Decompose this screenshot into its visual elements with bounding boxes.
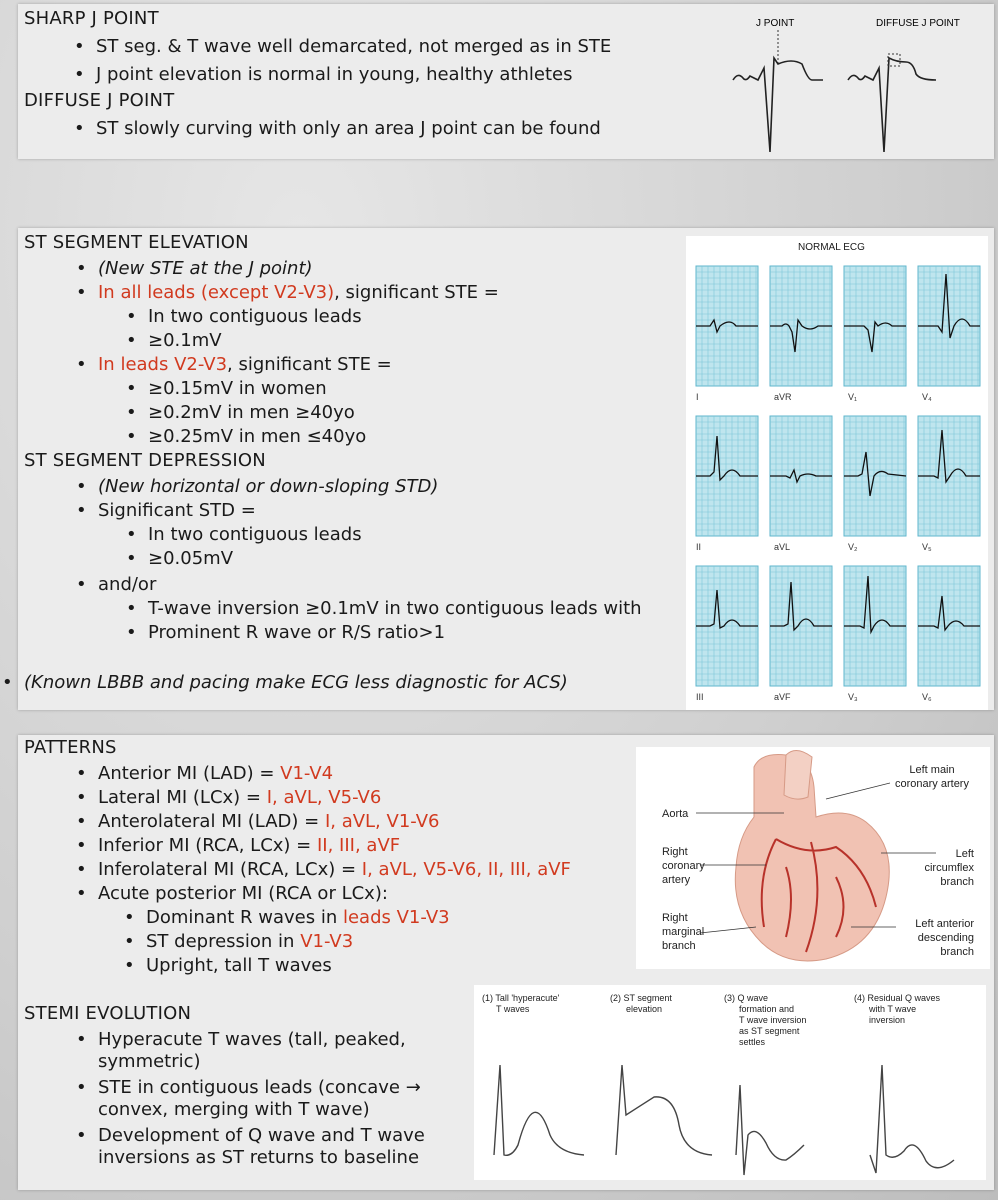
ecg-lead-V₅: [918, 416, 980, 536]
svg-text:(4) Residual Q waves: (4) Residual Q waves: [854, 993, 941, 1003]
svg-text:Left main: Left main: [909, 764, 955, 776]
svg-text:Left: Left: [955, 848, 974, 860]
st-elevation-depression-panel: [18, 228, 994, 710]
stemi-evolution-heading: STEMI EVOLUTION: [24, 1003, 192, 1024]
bullet: • In leads V2-V3, significant STE =: [98, 354, 392, 375]
ecg-lead-label: II: [696, 542, 702, 552]
sub-bullet: • Prominent R wave or R/S ratio>1: [148, 622, 445, 643]
ste-heading: ST SEGMENT ELEVATION: [24, 232, 249, 253]
coronary-heart-figure: [636, 747, 990, 969]
svg-text:descending: descending: [917, 932, 974, 944]
pattern-item: • Anterolateral MI (LAD) = I, aVL, V1-V6: [98, 811, 439, 832]
sub-bullet: • T-wave inversion ≥0.1mV in two contiguous leads with: [148, 598, 642, 619]
bullet: • ST seg. & T wave well demarcated, not merged as in STE: [96, 36, 611, 57]
svg-text:circumflex: circumflex: [924, 862, 974, 874]
svg-text:settles: settles: [739, 1037, 766, 1047]
sub-bullet: • ≥0.1mV: [148, 330, 222, 351]
sub-bullet: • In two contiguous leads: [148, 524, 362, 545]
ecg-lead-label: V₁: [848, 392, 858, 402]
evolution-item-cont: inversions as ST returns to baseline: [98, 1147, 420, 1168]
pattern-item: • Lateral MI (LCx) = I, aVL, V5-V6: [98, 787, 381, 808]
ecg-lead-III: [696, 566, 758, 686]
svg-text:Right: Right: [662, 912, 688, 924]
ecg-lead-label: aVF: [774, 692, 791, 702]
svg-text:T wave inversion: T wave inversion: [739, 1015, 807, 1025]
ecg-lead-label: aVR: [774, 392, 792, 402]
pattern-item: • Inferior MI (RCA, LCx) = II, III, aVF: [98, 835, 400, 856]
lbbb-note: • (Known LBBB and pacing make ECG less diagnostic for ACS): [24, 672, 568, 693]
svg-text:as ST segment: as ST segment: [739, 1026, 800, 1036]
svg-text:branch: branch: [940, 876, 974, 888]
ecg-lead-label: V₃: [848, 692, 858, 702]
patterns-heading: PATTERNS: [24, 737, 117, 758]
svg-text:Right: Right: [662, 846, 688, 858]
ecg-lead-V₄: [918, 266, 980, 386]
sub-bullet: • In two contiguous leads: [148, 306, 362, 327]
svg-text:Left anterior: Left anterior: [915, 918, 974, 930]
ecg-lead-I: [696, 266, 758, 386]
heart-illustration: [636, 747, 990, 969]
ecg-lead-V₁: [844, 266, 906, 386]
pattern-item: • Acute posterior MI (RCA or LCx):: [98, 883, 388, 904]
bullet: • J point elevation is normal in young, healthy athletes: [96, 64, 573, 85]
evolution-item-cont: convex, merging with T wave): [98, 1099, 370, 1120]
svg-text:(1) Tall 'hyperacute': (1) Tall 'hyperacute': [482, 993, 560, 1003]
bullet: • (New horizontal or down-sloping STD): [98, 476, 438, 497]
svg-text:(3) Q wave: (3) Q wave: [724, 993, 769, 1003]
evolution-item: • Development of Q wave and T wave: [98, 1125, 425, 1146]
evolution-item: • Hyperacute T waves (tall, peaked,: [98, 1029, 406, 1050]
evolution-item: • STE in contiguous leads (concave →: [98, 1077, 421, 1098]
sharp-j-point-heading: SHARP J POINT: [24, 8, 159, 29]
svg-text:branch: branch: [662, 940, 696, 952]
evolution-waveforms: [474, 985, 986, 1180]
diffuse-j-point-label: DIFFUSE J POINT: [876, 18, 960, 29]
wave-hyperacute: [494, 1065, 584, 1155]
ecg-lead-label: aVL: [774, 542, 791, 552]
sub-bullet: • ≥0.15mV in women: [148, 378, 327, 399]
patterns-panel: [18, 735, 994, 1190]
svg-text:marginal: marginal: [662, 926, 705, 938]
wave-st-elevation: [616, 1065, 712, 1155]
ecg-lead-V₂: [844, 416, 906, 536]
pattern-item: • Inferolateral MI (RCA, LCx) = I, aVL, V5-V6, II, III, aVF: [98, 859, 571, 880]
svg-text:branch: branch: [940, 946, 974, 958]
svg-text:inversion: inversion: [869, 1015, 906, 1025]
evolution-item-cont: symmetric): [98, 1051, 201, 1072]
pattern-sub-item: • Dominant R waves in leads V1-V3: [146, 907, 450, 928]
normal-ecg-figure: [686, 236, 988, 710]
stemi-evolution-figure: [474, 985, 986, 1180]
ecg-lead-grid: [686, 236, 988, 710]
pattern-sub-item: • ST depression in V1-V3: [146, 931, 353, 952]
sub-bullet: • ≥0.05mV: [148, 548, 233, 569]
ecg-lead-label: V₂: [848, 542, 858, 552]
ecg-lead-V₃: [844, 566, 906, 686]
normal-ecg-title: NORMAL ECG: [798, 242, 865, 253]
bullet: • and/or: [98, 574, 156, 595]
std-heading: ST SEGMENT DEPRESSION: [24, 450, 266, 471]
j-point-diagram: [708, 4, 988, 159]
diffuse-j-point-heading: DIFFUSE J POINT: [24, 90, 175, 111]
svg-text:artery: artery: [662, 874, 691, 886]
pattern-sub-item: • Upright, tall T waves: [146, 955, 332, 976]
bullet: • Significant STD =: [98, 500, 256, 521]
j-point-label: J POINT: [756, 18, 795, 29]
svg-text:coronary: coronary: [662, 860, 705, 872]
svg-text:(2) ST segment: (2) ST segment: [610, 993, 672, 1003]
ecg-lead-label: V₅: [922, 542, 932, 552]
svg-text:T waves: T waves: [496, 1004, 530, 1014]
pattern-item: • Anterior MI (LAD) = V1-V4: [98, 763, 333, 784]
ecg-lead-II: [696, 416, 758, 536]
sub-bullet: • ≥0.25mV in men ≤40yo: [148, 426, 366, 447]
wave-q-formation: [736, 1085, 804, 1175]
sub-bullet: • ≥0.2mV in men ≥40yo: [148, 402, 355, 423]
svg-text:elevation: elevation: [626, 1004, 663, 1014]
bullet: • ST slowly curving with only an area J point can be found: [96, 118, 601, 139]
bullet: • In all leads (except V2-V3), significant STE =: [98, 282, 499, 303]
ecg-lead-aVL: [770, 416, 832, 536]
ecg-lead-label: III: [696, 692, 704, 702]
ecg-lead-label: V₆: [922, 692, 932, 702]
ecg-lead-label: V₄: [922, 392, 932, 402]
sharp-j-point-panel: [18, 4, 994, 159]
bullet: • (New STE at the J point): [98, 258, 313, 279]
ecg-lead-V₆: [918, 566, 980, 686]
ecg-lead-aVR: [770, 266, 832, 386]
svg-text:Aorta: Aorta: [662, 808, 689, 820]
svg-text:formation and: formation and: [739, 1004, 795, 1014]
svg-text:with T wave: with T wave: [869, 1004, 917, 1014]
wave-residual-q: [870, 1065, 954, 1173]
ecg-lead-aVF: [770, 566, 832, 686]
ecg-lead-label: I: [696, 392, 699, 402]
svg-text:coronary artery: coronary artery: [895, 778, 969, 790]
